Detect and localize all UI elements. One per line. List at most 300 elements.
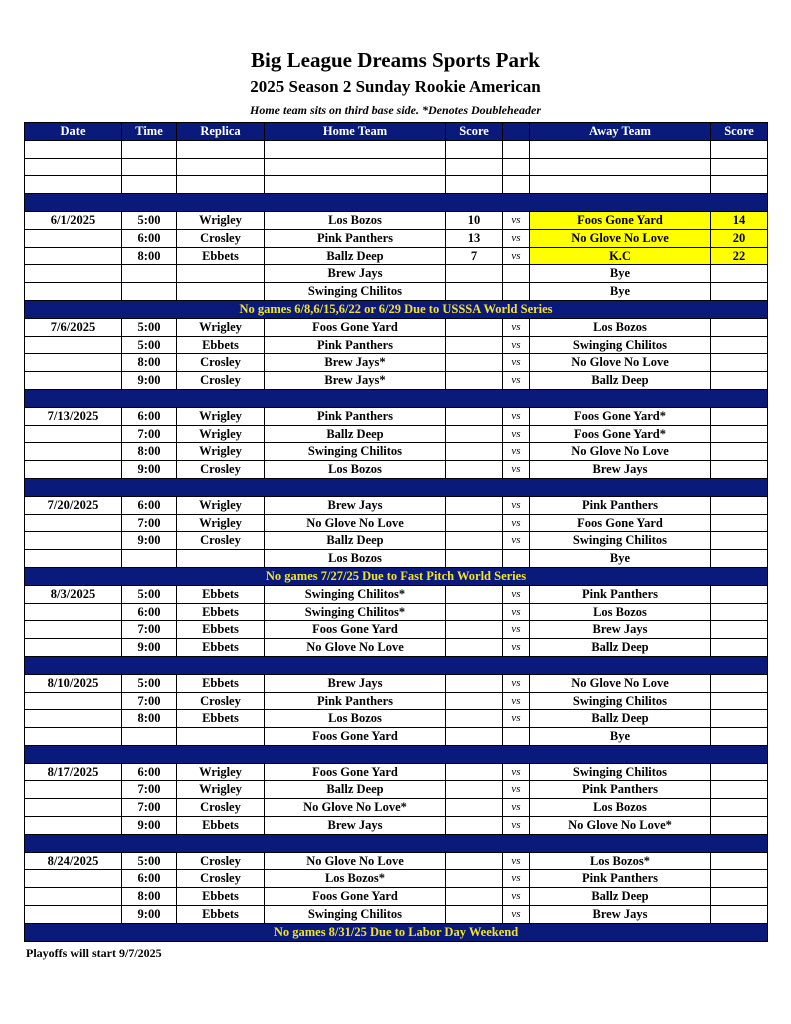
blank-row bbox=[25, 158, 768, 176]
blank-row bbox=[25, 140, 768, 158]
date-cell: 7/6/2025 bbox=[25, 318, 122, 336]
replica-cell: Wrigley bbox=[177, 514, 265, 532]
date-cell bbox=[25, 265, 122, 283]
home-score-cell bbox=[446, 781, 503, 799]
time-cell: 5:00 bbox=[122, 852, 177, 870]
date-cell: 7/20/2025 bbox=[25, 496, 122, 514]
game-row bbox=[25, 710, 768, 728]
home-team-cell: Foos Gone Yard bbox=[265, 621, 446, 639]
away-score-cell bbox=[711, 763, 768, 781]
away-team-cell: Foos Gone Yard* bbox=[530, 407, 711, 425]
date-cell bbox=[25, 336, 122, 354]
replica-cell bbox=[177, 728, 265, 746]
home-team-cell: Brew Jays bbox=[265, 674, 446, 692]
home-score-cell: 7 bbox=[446, 247, 503, 265]
away-team-cell: Bye bbox=[530, 283, 711, 301]
away-score-cell: 22 bbox=[711, 247, 768, 265]
away-team-cell: Swinging Chilitos bbox=[530, 763, 711, 781]
home-team-cell: Los Bozos bbox=[265, 211, 446, 229]
home-score-cell bbox=[446, 728, 503, 746]
vs-cell: vs bbox=[503, 710, 530, 728]
vs-cell bbox=[503, 283, 530, 301]
col-header-home-team: Home Team bbox=[265, 123, 446, 141]
separator-row bbox=[25, 834, 768, 852]
time-cell: 8:00 bbox=[122, 888, 177, 906]
game-row bbox=[25, 283, 768, 301]
schedule-body bbox=[25, 140, 768, 941]
replica-cell: Wrigley bbox=[177, 763, 265, 781]
col-header-time: Time bbox=[122, 123, 177, 141]
home-team-cell: Foos Gone Yard bbox=[265, 888, 446, 906]
vs-cell: vs bbox=[503, 888, 530, 906]
away-team-cell: Bye bbox=[530, 550, 711, 568]
date-cell bbox=[25, 799, 122, 817]
time-cell: 5:00 bbox=[122, 318, 177, 336]
home-team-cell bbox=[265, 140, 446, 158]
date-cell bbox=[25, 140, 122, 158]
replica-cell: Ebbets bbox=[177, 336, 265, 354]
time-cell: 8:00 bbox=[122, 354, 177, 372]
away-team-cell: Brew Jays bbox=[530, 906, 711, 924]
away-score-cell bbox=[711, 585, 768, 603]
game-row bbox=[25, 674, 768, 692]
col-header-away-team: Away Team bbox=[530, 123, 711, 141]
replica-cell: Wrigley bbox=[177, 407, 265, 425]
replica-cell bbox=[177, 140, 265, 158]
game-row bbox=[25, 763, 768, 781]
away-team-cell: Brew Jays bbox=[530, 461, 711, 479]
home-team-cell: No Glove No Love bbox=[265, 852, 446, 870]
home-team-cell: No Glove No Love bbox=[265, 639, 446, 657]
home-score-cell bbox=[446, 710, 503, 728]
home-score-cell bbox=[446, 817, 503, 835]
separator-row bbox=[25, 389, 768, 407]
home-score-cell bbox=[446, 158, 503, 176]
time-cell: 5:00 bbox=[122, 674, 177, 692]
replica-cell: Crosley bbox=[177, 692, 265, 710]
away-team-cell: No Glove No Love* bbox=[530, 817, 711, 835]
home-team-cell: Pink Panthers bbox=[265, 336, 446, 354]
replica-cell: Wrigley bbox=[177, 496, 265, 514]
time-cell: 5:00 bbox=[122, 336, 177, 354]
game-row bbox=[25, 354, 768, 372]
game-row bbox=[25, 247, 768, 265]
game-row bbox=[25, 318, 768, 336]
home-score-cell bbox=[446, 585, 503, 603]
notice-text: No games 7/27/25 Due to Fast Pitch World Series bbox=[25, 567, 768, 585]
away-score-cell bbox=[711, 407, 768, 425]
home-score-cell bbox=[446, 888, 503, 906]
date-cell bbox=[25, 229, 122, 247]
home-team-cell: Foos Gone Yard bbox=[265, 318, 446, 336]
date-cell bbox=[25, 728, 122, 746]
time-cell: 6:00 bbox=[122, 407, 177, 425]
home-score-cell bbox=[446, 496, 503, 514]
replica-cell: Crosley bbox=[177, 354, 265, 372]
game-row bbox=[25, 621, 768, 639]
time-cell: 7:00 bbox=[122, 514, 177, 532]
home-team-cell: Pink Panthers bbox=[265, 692, 446, 710]
time-cell: 8:00 bbox=[122, 443, 177, 461]
date-cell bbox=[25, 817, 122, 835]
away-team-cell: No Glove No Love bbox=[530, 443, 711, 461]
away-team-cell: Ballz Deep bbox=[530, 372, 711, 390]
schedule-table bbox=[24, 122, 768, 942]
home-team-cell: No Glove No Love* bbox=[265, 799, 446, 817]
time-cell: 9:00 bbox=[122, 372, 177, 390]
replica-cell: Ebbets bbox=[177, 639, 265, 657]
home-team-cell: Pink Panthers bbox=[265, 229, 446, 247]
date-cell bbox=[25, 532, 122, 550]
game-row bbox=[25, 550, 768, 568]
replica-cell: Crosley bbox=[177, 870, 265, 888]
game-row bbox=[25, 817, 768, 835]
home-score-cell bbox=[446, 799, 503, 817]
vs-cell: vs bbox=[503, 443, 530, 461]
replica-cell: Ebbets bbox=[177, 906, 265, 924]
col-header-date: Date bbox=[25, 123, 122, 141]
separator-cell bbox=[25, 478, 768, 496]
date-cell bbox=[25, 461, 122, 479]
home-team-cell bbox=[265, 158, 446, 176]
home-team-cell: Brew Jays bbox=[265, 496, 446, 514]
away-score-cell: 20 bbox=[711, 229, 768, 247]
replica-cell bbox=[177, 265, 265, 283]
game-row bbox=[25, 372, 768, 390]
vs-cell: vs bbox=[503, 603, 530, 621]
away-team-cell: Ballz Deep bbox=[530, 888, 711, 906]
home-score-cell bbox=[446, 906, 503, 924]
away-score-cell bbox=[711, 354, 768, 372]
home-score-cell bbox=[446, 354, 503, 372]
away-team-cell: Los Bozos bbox=[530, 603, 711, 621]
home-team-cell: Ballz Deep bbox=[265, 781, 446, 799]
separator-cell bbox=[25, 656, 768, 674]
time-cell: 6:00 bbox=[122, 603, 177, 621]
away-team-cell: K.C bbox=[530, 247, 711, 265]
away-score-cell bbox=[711, 710, 768, 728]
blank-row bbox=[25, 176, 768, 194]
vs-cell: vs bbox=[503, 514, 530, 532]
separator-row bbox=[25, 194, 768, 212]
replica-cell bbox=[177, 176, 265, 194]
home-team-cell: Los Bozos bbox=[265, 710, 446, 728]
game-row bbox=[25, 603, 768, 621]
home-score-cell bbox=[446, 318, 503, 336]
away-score-cell bbox=[711, 496, 768, 514]
home-score-cell bbox=[446, 852, 503, 870]
home-score-cell bbox=[446, 514, 503, 532]
vs-cell bbox=[503, 728, 530, 746]
away-score-cell bbox=[711, 532, 768, 550]
date-cell bbox=[25, 425, 122, 443]
time-cell: 9:00 bbox=[122, 817, 177, 835]
home-team-cell: Pink Panthers bbox=[265, 407, 446, 425]
home-score-cell bbox=[446, 639, 503, 657]
time-cell: 6:00 bbox=[122, 229, 177, 247]
vs-cell: vs bbox=[503, 585, 530, 603]
home-team-cell: Swinging Chilitos bbox=[265, 283, 446, 301]
replica-cell: Crosley bbox=[177, 372, 265, 390]
home-score-cell bbox=[446, 265, 503, 283]
vs-cell: vs bbox=[503, 211, 530, 229]
col-header-away-score: Score bbox=[711, 123, 768, 141]
home-team-cell: No Glove No Love bbox=[265, 514, 446, 532]
home-score-cell: 13 bbox=[446, 229, 503, 247]
time-cell: 9:00 bbox=[122, 461, 177, 479]
replica-cell: Wrigley bbox=[177, 443, 265, 461]
col-header-replica: Replica bbox=[177, 123, 265, 141]
vs-cell: vs bbox=[503, 817, 530, 835]
away-score-cell bbox=[711, 514, 768, 532]
date-cell bbox=[25, 906, 122, 924]
home-score-cell bbox=[446, 425, 503, 443]
vs-cell: vs bbox=[503, 461, 530, 479]
vs-cell: vs bbox=[503, 852, 530, 870]
away-score-cell bbox=[711, 870, 768, 888]
home-score-cell bbox=[446, 763, 503, 781]
home-team-cell: Los Bozos bbox=[265, 461, 446, 479]
home-team-cell: Foos Gone Yard bbox=[265, 728, 446, 746]
away-score-cell bbox=[711, 674, 768, 692]
away-team-cell: Bye bbox=[530, 265, 711, 283]
vs-cell bbox=[503, 140, 530, 158]
game-row bbox=[25, 852, 768, 870]
home-team-cell: Foos Gone Yard bbox=[265, 763, 446, 781]
replica-cell: Ebbets bbox=[177, 817, 265, 835]
date-cell bbox=[25, 639, 122, 657]
replica-cell: Ebbets bbox=[177, 888, 265, 906]
replica-cell: Crosley bbox=[177, 532, 265, 550]
home-score-cell bbox=[446, 674, 503, 692]
replica-cell: Wrigley bbox=[177, 318, 265, 336]
notice-row bbox=[25, 923, 768, 941]
away-score-cell bbox=[711, 799, 768, 817]
separator-cell bbox=[25, 834, 768, 852]
home-score-cell bbox=[446, 372, 503, 390]
time-cell bbox=[122, 283, 177, 301]
time-cell: 8:00 bbox=[122, 247, 177, 265]
home-score-cell bbox=[446, 550, 503, 568]
home-score-cell bbox=[446, 283, 503, 301]
date-cell: 6/1/2025 bbox=[25, 211, 122, 229]
time-cell: 7:00 bbox=[122, 621, 177, 639]
separator-cell bbox=[25, 194, 768, 212]
time-cell: 9:00 bbox=[122, 639, 177, 657]
away-team-cell: Bye bbox=[530, 728, 711, 746]
notice-row bbox=[25, 567, 768, 585]
game-row bbox=[25, 692, 768, 710]
date-cell: 8/17/2025 bbox=[25, 763, 122, 781]
vs-cell: vs bbox=[503, 906, 530, 924]
game-row bbox=[25, 532, 768, 550]
game-row bbox=[25, 514, 768, 532]
date-cell bbox=[25, 550, 122, 568]
game-row bbox=[25, 728, 768, 746]
replica-cell: Ebbets bbox=[177, 585, 265, 603]
date-cell bbox=[25, 443, 122, 461]
replica-cell bbox=[177, 158, 265, 176]
date-cell bbox=[25, 621, 122, 639]
date-cell bbox=[25, 176, 122, 194]
vs-cell bbox=[503, 550, 530, 568]
game-row bbox=[25, 906, 768, 924]
vs-cell: vs bbox=[503, 870, 530, 888]
date-cell bbox=[25, 710, 122, 728]
away-score-cell bbox=[711, 265, 768, 283]
home-score-cell bbox=[446, 140, 503, 158]
time-cell: 5:00 bbox=[122, 211, 177, 229]
vs-cell: vs bbox=[503, 621, 530, 639]
vs-cell bbox=[503, 265, 530, 283]
replica-cell: Crosley bbox=[177, 461, 265, 479]
replica-cell: Crosley bbox=[177, 229, 265, 247]
game-row bbox=[25, 336, 768, 354]
date-cell bbox=[25, 692, 122, 710]
replica-cell: Crosley bbox=[177, 852, 265, 870]
time-cell: 7:00 bbox=[122, 425, 177, 443]
time-cell: 9:00 bbox=[122, 532, 177, 550]
separator-cell bbox=[25, 745, 768, 763]
date-cell bbox=[25, 247, 122, 265]
separator-cell bbox=[25, 389, 768, 407]
vs-cell: vs bbox=[503, 692, 530, 710]
time-cell: 9:00 bbox=[122, 906, 177, 924]
vs-cell: vs bbox=[503, 496, 530, 514]
away-score-cell bbox=[711, 372, 768, 390]
time-cell bbox=[122, 728, 177, 746]
game-row bbox=[25, 461, 768, 479]
game-row bbox=[25, 425, 768, 443]
vs-cell: vs bbox=[503, 372, 530, 390]
vs-cell: vs bbox=[503, 336, 530, 354]
game-row bbox=[25, 888, 768, 906]
replica-cell bbox=[177, 550, 265, 568]
away-team-cell bbox=[530, 176, 711, 194]
game-row bbox=[25, 870, 768, 888]
home-team-cell: Los Bozos* bbox=[265, 870, 446, 888]
away-team-cell: No Glove No Love bbox=[530, 674, 711, 692]
replica-cell bbox=[177, 283, 265, 301]
away-score-cell bbox=[711, 852, 768, 870]
away-team-cell: No Glove No Love bbox=[530, 229, 711, 247]
away-team-cell: Ballz Deep bbox=[530, 710, 711, 728]
time-cell: 8:00 bbox=[122, 710, 177, 728]
home-team-cell: Brew Jays* bbox=[265, 372, 446, 390]
replica-cell: Ebbets bbox=[177, 674, 265, 692]
away-team-cell: Pink Panthers bbox=[530, 585, 711, 603]
game-row bbox=[25, 211, 768, 229]
home-score-cell bbox=[446, 870, 503, 888]
away-score-cell bbox=[711, 781, 768, 799]
vs-cell: vs bbox=[503, 639, 530, 657]
home-score-cell bbox=[446, 692, 503, 710]
replica-cell: Ebbets bbox=[177, 247, 265, 265]
date-cell bbox=[25, 603, 122, 621]
time-cell bbox=[122, 140, 177, 158]
date-cell: 8/3/2025 bbox=[25, 585, 122, 603]
home-team-cell: Ballz Deep bbox=[265, 425, 446, 443]
vs-cell bbox=[503, 158, 530, 176]
away-team-cell: Brew Jays bbox=[530, 621, 711, 639]
home-score-cell bbox=[446, 461, 503, 479]
away-score-cell bbox=[711, 443, 768, 461]
home-score-cell bbox=[446, 407, 503, 425]
page-subtitle: 2025 Season 2 Sunday Rookie American bbox=[250, 77, 541, 96]
replica-cell: Wrigley bbox=[177, 425, 265, 443]
vs-cell: vs bbox=[503, 247, 530, 265]
replica-cell: Ebbets bbox=[177, 603, 265, 621]
time-cell: 7:00 bbox=[122, 781, 177, 799]
game-row bbox=[25, 496, 768, 514]
home-score-cell bbox=[446, 176, 503, 194]
away-team-cell bbox=[530, 158, 711, 176]
col-header-home-score: Score bbox=[446, 123, 503, 141]
separator-row bbox=[25, 656, 768, 674]
vs-cell: vs bbox=[503, 229, 530, 247]
notice-row bbox=[25, 300, 768, 318]
vs-cell: vs bbox=[503, 781, 530, 799]
away-score-cell bbox=[711, 318, 768, 336]
time-cell: 6:00 bbox=[122, 763, 177, 781]
replica-cell: Crosley bbox=[177, 799, 265, 817]
col-header-vs bbox=[503, 123, 530, 141]
home-team-cell: Swinging Chilitos* bbox=[265, 585, 446, 603]
time-cell: 6:00 bbox=[122, 496, 177, 514]
home-team-cell: Ballz Deep bbox=[265, 247, 446, 265]
header-note: Home team sits on third base side. *Denotes Doubleheader bbox=[250, 103, 541, 117]
playoffs-note: Playoffs will start 9/7/2025 bbox=[26, 946, 162, 960]
date-cell bbox=[25, 354, 122, 372]
game-row bbox=[25, 229, 768, 247]
away-score-cell bbox=[711, 906, 768, 924]
time-cell: 7:00 bbox=[122, 799, 177, 817]
away-score-cell bbox=[711, 283, 768, 301]
date-cell: 8/24/2025 bbox=[25, 852, 122, 870]
separator-row bbox=[25, 478, 768, 496]
notice-text: No games 8/31/25 Due to Labor Day Weekend bbox=[25, 923, 768, 941]
away-team-cell: Los Bozos bbox=[530, 799, 711, 817]
home-score-cell: 10 bbox=[446, 211, 503, 229]
away-score-cell bbox=[711, 461, 768, 479]
time-cell bbox=[122, 550, 177, 568]
time-cell: 5:00 bbox=[122, 585, 177, 603]
away-team-cell: Swinging Chilitos bbox=[530, 692, 711, 710]
home-team-cell: Brew Jays bbox=[265, 265, 446, 283]
away-score-cell bbox=[711, 817, 768, 835]
date-cell bbox=[25, 888, 122, 906]
home-team-cell: Brew Jays* bbox=[265, 354, 446, 372]
away-score-cell bbox=[711, 728, 768, 746]
game-row bbox=[25, 585, 768, 603]
away-team-cell: Swinging Chilitos bbox=[530, 532, 711, 550]
date-cell: 7/13/2025 bbox=[25, 407, 122, 425]
away-score-cell: 14 bbox=[711, 211, 768, 229]
away-team-cell: Ballz Deep bbox=[530, 639, 711, 657]
game-row bbox=[25, 443, 768, 461]
time-cell: 6:00 bbox=[122, 870, 177, 888]
date-cell bbox=[25, 514, 122, 532]
away-score-cell bbox=[711, 888, 768, 906]
game-row bbox=[25, 781, 768, 799]
time-cell bbox=[122, 176, 177, 194]
replica-cell: Ebbets bbox=[177, 710, 265, 728]
away-score-cell bbox=[711, 158, 768, 176]
home-team-cell: Brew Jays bbox=[265, 817, 446, 835]
home-team-cell: Swinging Chilitos bbox=[265, 443, 446, 461]
date-cell bbox=[25, 158, 122, 176]
vs-cell: vs bbox=[503, 674, 530, 692]
